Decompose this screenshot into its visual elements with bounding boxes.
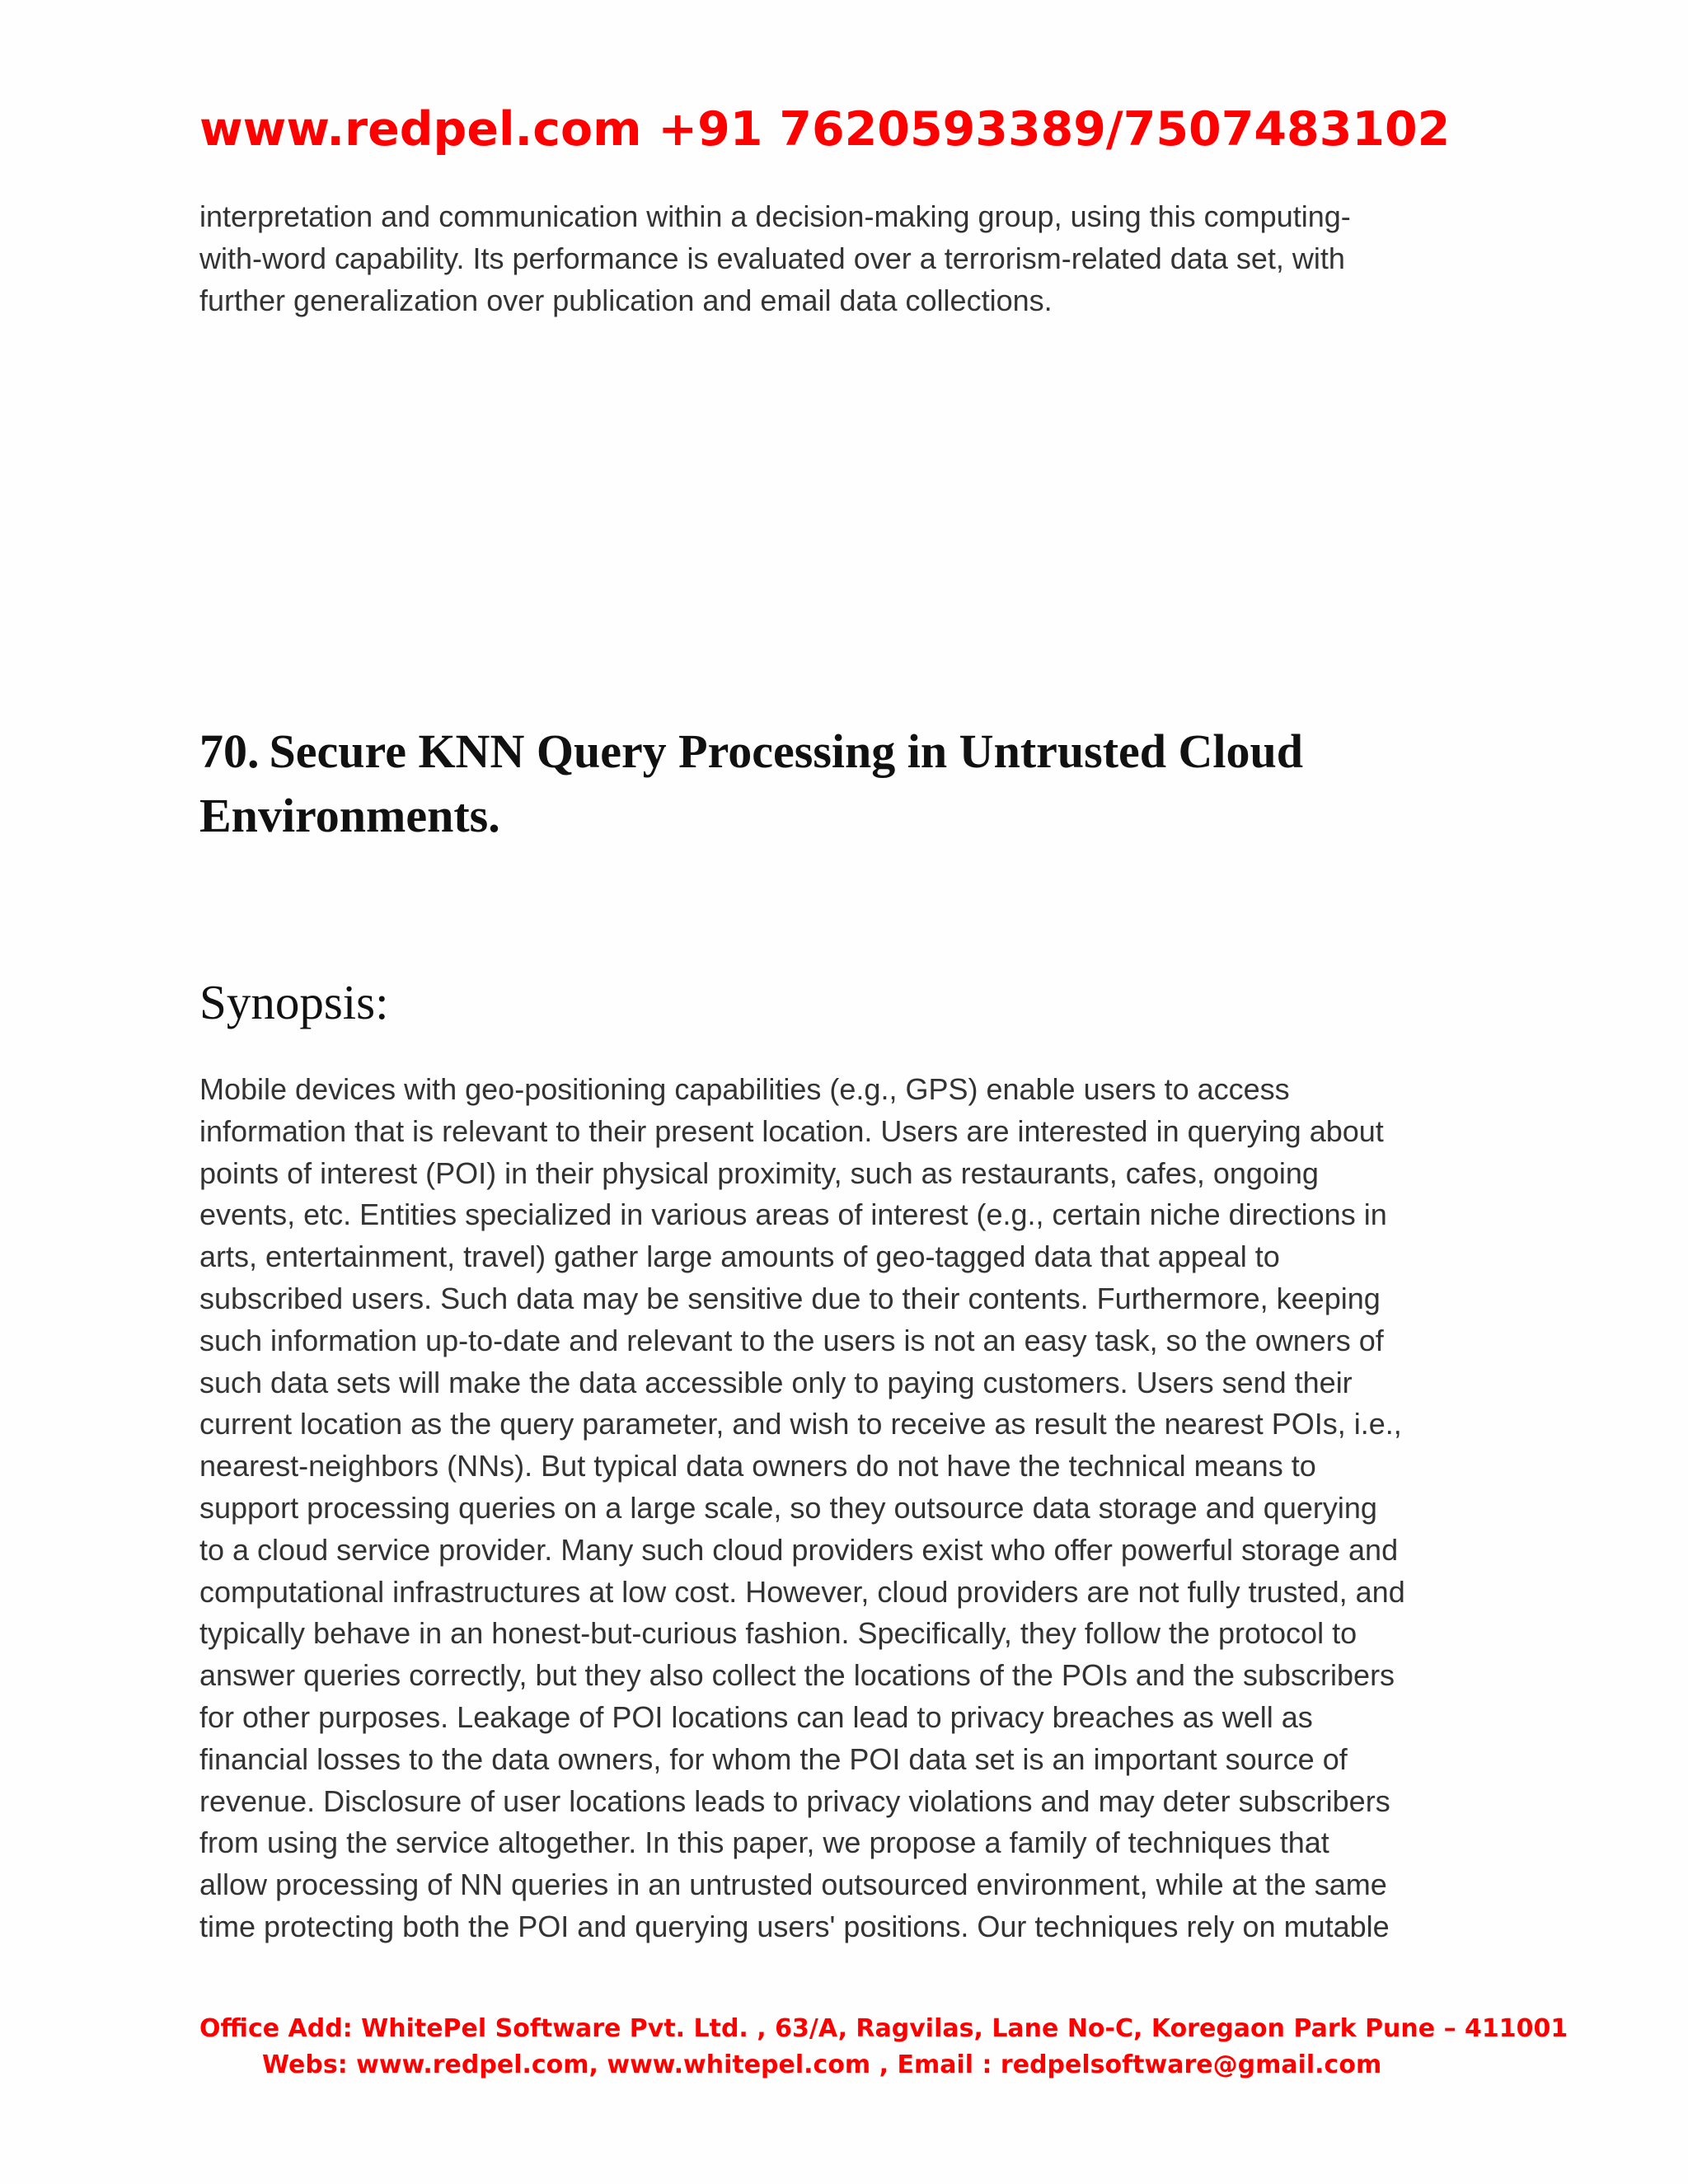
intro-line: with-word capability. Its performance is evaluated over a terrorism-related data set, with (199, 241, 1345, 275)
synopsis-line: answer queries correctly, but they also collect the locations of the POIs and the subscribers (199, 1658, 1395, 1693)
synopsis-line: events, etc. Entities specialized in various areas of interest (e.g., certain niche directions in (199, 1197, 1387, 1232)
synopsis-paragraph (199, 1069, 1518, 1948)
synopsis-line: such information up-to-date and relevant to the users is not an easy task, so the owners of (199, 1323, 1384, 1357)
intro-paragraph (199, 196, 1502, 321)
synopsis-line: support processing queries on a large scale, so they outsource data storage and querying (199, 1490, 1377, 1525)
synopsis-line: Mobile devices with geo-positioning capabilities (e.g., GPS) enable users to access (199, 1072, 1290, 1106)
footer (199, 2011, 1568, 2083)
synopsis-line: typically behave in an honest-but-curious fashion. Specifically, they follow the protocol to (199, 1616, 1357, 1651)
synopsis-line: time protecting both the POI and querying users' positions. Our techniques rely on mutable (199, 1909, 1390, 1943)
synopsis-line: nearest-neighbors (NNs). But typical data owners do not have the technical means to (199, 1449, 1316, 1483)
synopsis-line: for other purposes. Leakage of POI locations can lead to privacy breaches as well as (199, 1699, 1313, 1734)
synopsis-line: allow processing of NN queries in an untrusted outsourced environment, while at the same (199, 1868, 1387, 1902)
synopsis-heading: Synopsis: (199, 975, 389, 1029)
intro-line: further generalization over publication and email data collections. (199, 283, 1053, 317)
section-title-text: Secure KNN Query Processing in Untrusted Cloud (269, 724, 1304, 778)
synopsis-line: revenue. Disclosure of user locations leads to privacy violations and may deter subscribers (199, 1783, 1390, 1818)
synopsis-line: to a cloud service provider. Many such cloud providers exist who offer powerful storage and (199, 1532, 1399, 1567)
synopsis-line: such data sets will make the data accessible only to paying customers. Users send their (199, 1365, 1353, 1399)
section-number: 70. (199, 724, 260, 778)
section-title-line (199, 719, 1502, 784)
synopsis-line: current location as the query parameter, and wish to receive as result the nearest POIs, i.e., (199, 1407, 1402, 1441)
synopsis-line: computational infrastructures at low cost. However, cloud providers are not fully trusted, and (199, 1574, 1405, 1609)
synopsis-line: financial losses to the data owners, for whom the POI data set is an important source of (199, 1741, 1348, 1776)
synopsis-line: information that is relevant to their present location. Users are interested in querying about (199, 1113, 1384, 1148)
synopsis-line: arts, entertainment, travel) gather large amounts of geo-tagged data that appeal to (199, 1240, 1280, 1274)
intro-line: interpretation and communication within a decision-making group, using this computing- (199, 199, 1351, 233)
section-title-line: Environments. (199, 789, 500, 842)
contact-header: www.redpel.com +91 7620593389/7507483102 (199, 102, 1451, 157)
section-title (199, 719, 1502, 848)
footer-address: Office Add: WhitePel Software Pvt. Ltd. , 63/A, Ragvilas, Lane No-C, Koregaon Park Pune – 411001 (199, 2014, 1568, 2043)
synopsis-line: points of interest (POI) in their physical proximity, such as restaurants, cafes, ongoing (199, 1155, 1319, 1190)
synopsis-line: subscribed users. Such data may be sensitive due to their contents. Furthermore, keeping (199, 1281, 1381, 1315)
synopsis-line: from using the service altogether. In this paper, we propose a family of techniques that (199, 1825, 1329, 1860)
footer-web-email: Webs: www.redpel.com, www.whitepel.com , Email : redpelsoftware@gmail.com (262, 2050, 1382, 2079)
